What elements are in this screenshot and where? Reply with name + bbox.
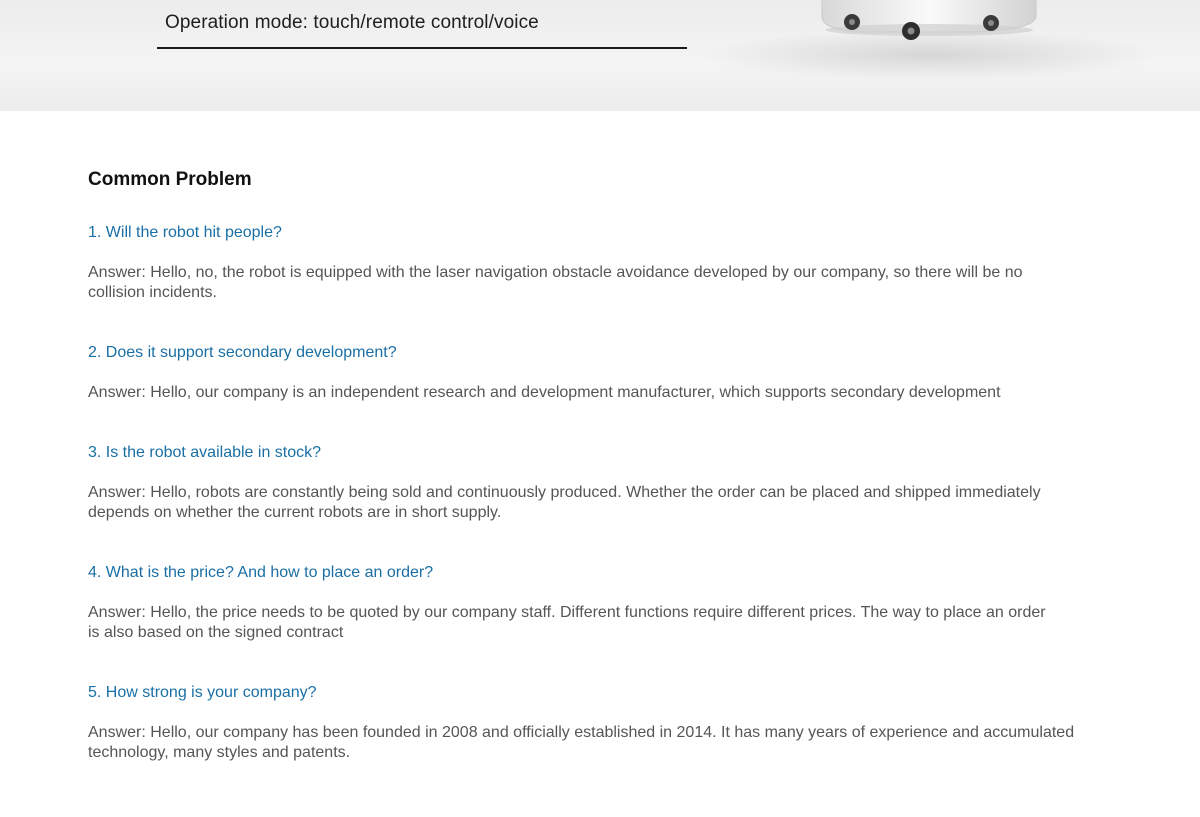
faq-question: 3. Is the robot available in stock?	[88, 444, 322, 461]
robot-wheel-right	[983, 15, 999, 31]
product-banner	[0, 0, 1200, 111]
faq-item	[88, 443, 1118, 523]
faq-answer: Answer: Hello, robots are constantly being sold and continuously produced. Whether the order can be placed and shipped immediately depends on whether the current robots are in short supply.	[88, 484, 1041, 521]
robot-wheel-center	[902, 22, 920, 40]
faq-question: 5. How strong is your company?	[88, 684, 317, 701]
spec-divider	[157, 47, 687, 49]
faq-question: 1. Will the robot hit people?	[88, 224, 282, 241]
faq-section	[88, 160, 1118, 803]
faq-answer: Answer: Hello, no, the robot is equipped with the laser navigation obstacle avoidance developed by our company, so there will be no collision incidents.	[88, 264, 1023, 301]
faq-answer: Answer: Hello, the price needs to be quoted by our company staff. Different functions require different prices. The way to place an order is also based on the signed contract	[88, 604, 1046, 641]
faq-title: Common Problem	[88, 169, 252, 190]
robot-wheel-left	[844, 14, 860, 30]
faq-item	[88, 223, 1118, 303]
faq-question: 4. What is the price? And how to place an order?	[88, 564, 434, 581]
faq-question: 2. Does it support secondary development?	[88, 344, 397, 361]
faq-item	[88, 563, 1118, 643]
faq-item	[88, 343, 1118, 403]
faq-answer: Answer: Hello, our company is an independent research and development manufacturer, which supports secondary development	[88, 384, 1001, 401]
operation-mode-spec: Operation mode: touch/remote control/voice	[165, 12, 539, 33]
faq-item	[88, 683, 1118, 763]
faq-answer: Answer: Hello, our company has been founded in 2008 and officially established in 2014. It has many years of experience and accumulated technology, many styles and patents.	[88, 724, 1075, 761]
robot-image	[800, 0, 1060, 50]
